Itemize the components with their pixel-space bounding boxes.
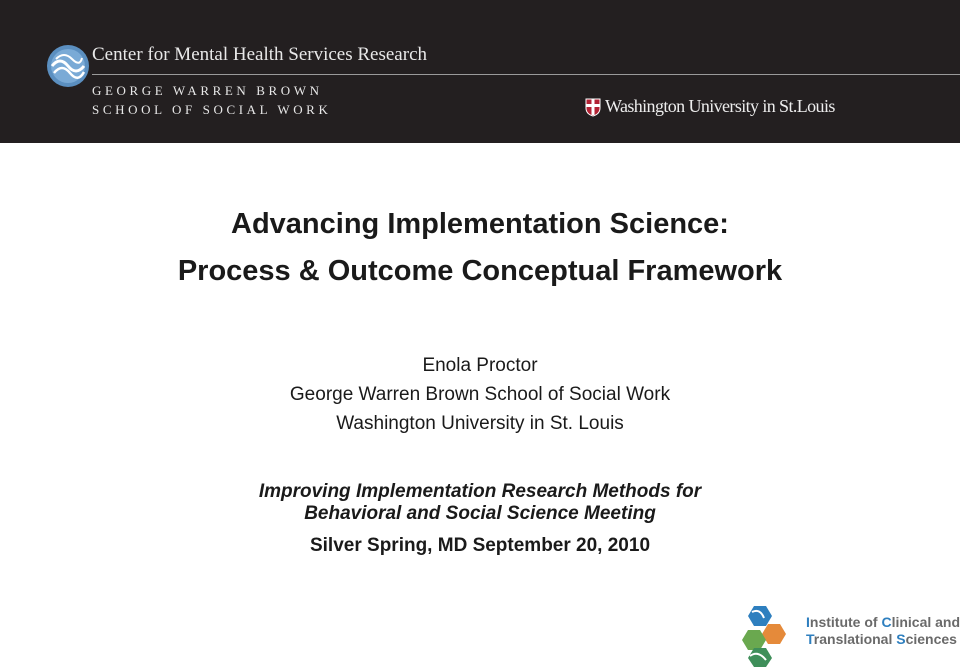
icts-initial-c: C (881, 614, 892, 630)
slide-title-line-1: Advancing Implementation Science: (231, 208, 729, 240)
icts-text-3: ranslational (813, 631, 897, 647)
wustl-shield-icon (585, 98, 601, 117)
icts-text-1: nstitute of (809, 614, 882, 630)
meeting-name-line-2: Behavioral and Social Science Meeting (304, 503, 656, 524)
icts-initial-t: T (806, 631, 814, 647)
center-name: Center for Mental Health Services Research (92, 44, 428, 65)
school-name-line-1: GEORGE WARREN BROWN (92, 83, 323, 98)
icts-initial-s: S (896, 631, 906, 647)
icts-logo-icon (738, 604, 802, 668)
icts-initial-i: I (806, 614, 810, 630)
slide-title-line-2: Process & Outcome Conceptual Framework (177, 255, 783, 287)
cmhsr-globe-logo (46, 44, 90, 88)
header-divider (92, 74, 960, 75)
header-banner (0, 0, 960, 143)
presenter-affiliation-school: George Warren Brown School of Social Work (289, 384, 671, 405)
presenter-affiliation-university: Washington University in St. Louis (336, 413, 624, 434)
meeting-name-line-1: Improving Implementation Research Methods for (258, 481, 702, 502)
school-name-line-2: SCHOOL OF SOCIAL WORK (92, 102, 332, 117)
icts-name-line-1 (806, 614, 960, 630)
icts-text-2: linical and (891, 614, 960, 630)
icts-name-line-2 (806, 631, 957, 647)
icts-text-4: ciences (905, 631, 957, 647)
university-wordmark: Washington University in St.Louis (605, 96, 835, 116)
presenter-name: Enola Proctor (422, 355, 538, 376)
meeting-venue-date: Silver Spring, MD September 20, 2010 (309, 535, 651, 556)
